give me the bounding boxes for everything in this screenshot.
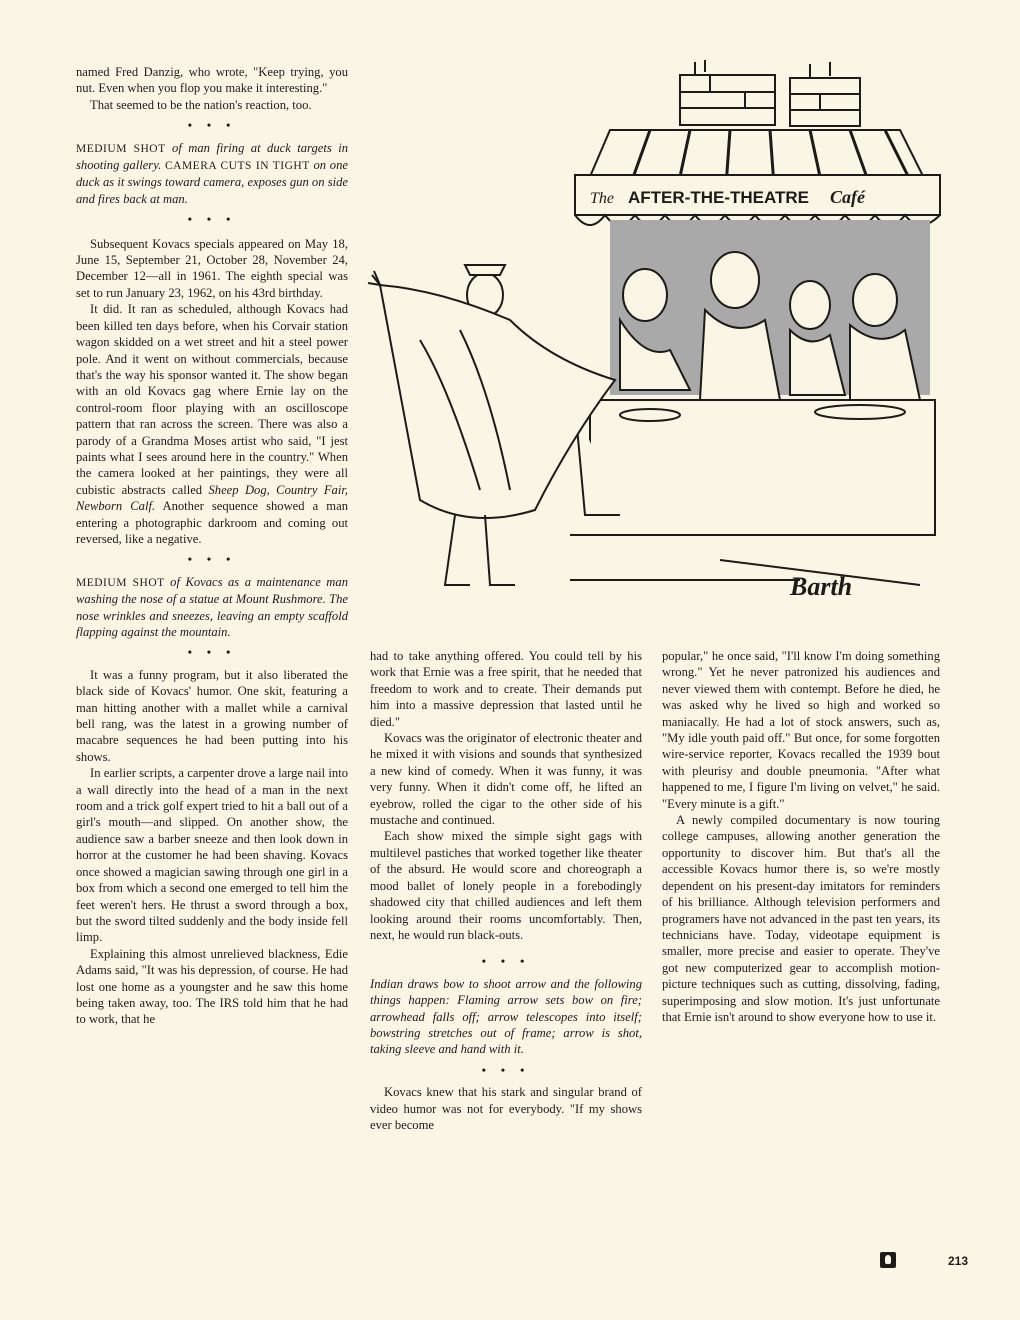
- script-direction: CAMERA CUTS IN TIGHT: [164, 160, 310, 173]
- script-excerpt: [76, 574, 348, 641]
- paragraph: Explaining this almost unrelieved blackness, Edie Adams said, "It was his depression, of course. He had lost one home as a youngster and he saw this home being taken away, too. The IRS told him that he had to work, that he: [76, 946, 348, 1027]
- column-2: [370, 648, 642, 1133]
- paragraph: [76, 301, 348, 547]
- painting-titles: Sheep Dog, Country Fair, Newborn Calf.: [76, 482, 348, 514]
- paragraph: had to take anything offered. You could tell by his work that Ernie was a free spirit, that he needed that freedom to work and to create. Their demands put him into a massive depression that lasted until he died.": [370, 649, 642, 729]
- script-excerpt: [76, 140, 348, 208]
- script-text: of man firing at duck targets in shooting gallery.: [76, 140, 348, 173]
- page-number: 213: [948, 1254, 969, 1268]
- sign-main: AFTER-THE-THEATRE: [628, 188, 809, 207]
- section-break: • • •: [187, 212, 237, 227]
- paragraph: A newly compiled documentary is now touring college campuses, allowing another generation the opportunity to discover him. But that's all the accessible Kovacs humor there is, so we're mostly dependent on his present-day imitators for reminders of his brilliance. Although television performers and programers have not advanced in the past ten years, its technicians have. Today, videotape equipment is smaller, more precise and easier to operate. They've got new computerized gear to accomplish motion-picture techniques such as cutting, dissolving, fading, superimposing and slow motion. It's just unfortunate that Ernie isn't around to show everyone how to use it.: [662, 813, 940, 1024]
- sign-cafe: Café: [830, 187, 865, 207]
- section-break: • • •: [187, 645, 237, 660]
- paragraph: Each show mixed the simple sight gags with multilevel pastiches that worked together like theater of the absurd. He would score and choreograph a mood ballet of lonely people in a forebodingly shadowed city that chilled audiences and left them looking around their rooms uncomfortably. Then, next, he would run black-outs.: [370, 829, 642, 942]
- script-excerpt: Indian draws bow to shoot arrow and the following things happen: Flaming arrow sets bow on fire; arrowhead falls off; arrow telescopes into itself; bowstring stretches out of frame; arrow is shot, taking sleeve and hand with it.: [370, 976, 642, 1057]
- paragraph: In earlier scripts, a carpenter drove a large nail into a wall directly into the head of a man in the next room and a trick golf expert tried to hit a ball out of a girl's mouth—and slipped. On another show, the audience saw a barber sneeze and then look down in horror at the customer he had been shaving. Kovacs once showed a magician sawing through one girl in a box from which a second one emerged to tell him the feet weren't hers. He thrust a sword through a box, but the sword tilted suddenly and the body inside fell limp.: [76, 766, 348, 945]
- paragraph: Kovacs knew that his stark and singular brand of video humor was not for everybody. "If my shows ever become: [370, 1085, 642, 1132]
- paragraph-text: Another sequence showed a man entering a photographic darkroom and coming out reversed, like a negative.: [76, 499, 348, 546]
- bunny-logo-icon: [880, 1252, 896, 1268]
- column-1: [76, 64, 348, 1028]
- section-break: • • •: [481, 954, 531, 969]
- script-direction: MEDIUM SHOT: [76, 576, 165, 589]
- paragraph: named Fred Danzig, who wrote, "Keep trying, you nut. Even when you flop you make it interesting.": [76, 65, 348, 96]
- paragraph: popular," he once said, "I'll know I'm doing something wrong." Yet he never patronized his audiences and never viewed them with contempt. Before he died, he was asked why he lived so high and worked so maniacally. He had a lot of stock answers, such as, "My idle youth paid off." But once, for some forgotten wire-service reporter, Kovacs recalled the 1939 bout with pleurisy and double pneumonia. "After what happened to me, I figure I'm living on velvet," he said. "Every minute is a gift.": [662, 649, 940, 811]
- artist-signature: Barth: [790, 572, 853, 601]
- script-text: of Kovacs as a maintenance man washing the nose of a statue at Mount Rushmore. The nose wrinkles and sneezes, leaving an empty scaffold flapping against the mountain.: [76, 574, 348, 639]
- section-break: • • •: [187, 552, 237, 567]
- section-break: • • •: [187, 118, 237, 133]
- paragraph: Subsequent Kovacs specials appeared on May 18, June 15, September 21, October 28, November 24, December 12—all in 1961. The eighth special was set to run January 23, 1962, on his 43rd birthday.: [76, 236, 348, 300]
- section-break: • • •: [481, 1062, 531, 1077]
- column-3: [662, 648, 940, 1025]
- cartoon-illustration: [360, 60, 950, 630]
- paragraph: That seemed to be the nation's reaction, too.: [90, 97, 312, 112]
- paragraph: It was a funny program, but it also liberated the black side of Kovacs' humor. One skit, featuring a man hitting another with a mallet while a carnival bell rang, was the latest in a growing number of macabre sequences he had been putting into his shows.: [76, 667, 348, 764]
- paragraph-text: It did. It ran as scheduled, although Kovacs had been killed ten days before, when his Corvair station wagon skidded on a wet street and hit a steel power pole. And it went on without commercials, because that's the way his sponsor wanted it. The show began with an old Kovacs gag where Ernie lay on the control-room floor playing with an oscilloscope pattern that ran across the screen. There was also a parody of a Grandma Moses artist who said, "I jest paints what I sees around here in the country." When the camera looked at her paintings, they were all cubistic abstracts called: [76, 302, 348, 497]
- sign-the: The: [590, 190, 614, 207]
- script-text: on one duck as it swings toward camera, exposes gun on side and fires back at man.: [76, 158, 348, 206]
- paragraph: Kovacs was the originator of electronic theater and he mixed it with visions and sounds that synthesized a new kind of comedy. When it was funny, it was very funny. When it didn't come off, he lifted an eyebrow, rolled the cigar to the other side of his mustache and continued.: [370, 731, 642, 828]
- script-direction: MEDIUM SHOT: [76, 142, 166, 155]
